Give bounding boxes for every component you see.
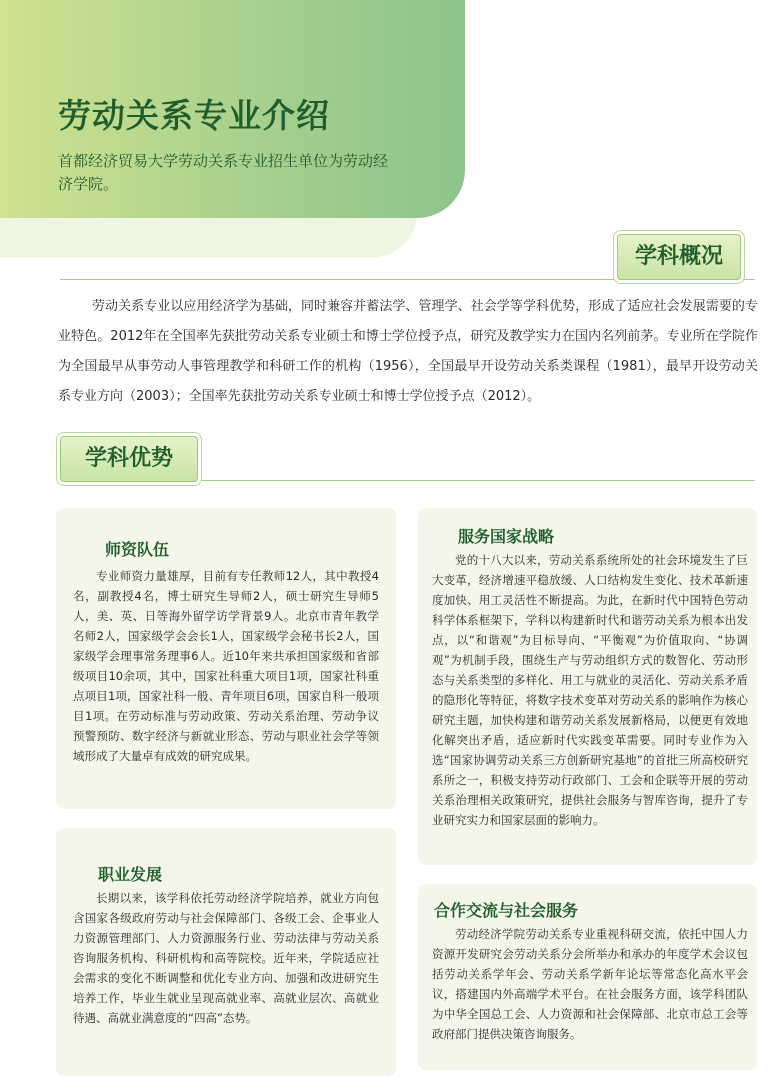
card-title: 服务国家战略	[458, 527, 555, 546]
page-title: 劳动关系专业介绍	[58, 96, 330, 135]
card-title: 职业发展	[98, 865, 163, 884]
card-text: 专业师资力量雄厚，目前有专任教师12人，其中教授4名，副教授4名，博士研究生导师2人，硕士研究生导师5人，美、英、日等海外留学访学背景9人。北京市青年教学名师2人，国家级学会会长1人，国家级学会秘书长2人，国家级学会理事常务理事6人。近10年来共承担国家级和省部级项目10余项，其中，国家社科重大项目1项，国家社科重点项目1项，国家社科一般、青年项目6项，国家自科一般项目1项。在劳动标准与劳动政策、劳动关系治理、劳动争议预警预防、数字经济与新就业形态、劳动与职业社会学等领域形成了大量卓有成效的研究成果。	[73, 569, 379, 763]
card-career	[56, 828, 396, 1076]
section-badge-overview: 学科概况	[617, 234, 741, 280]
overview-text: 劳动关系专业以应用经济学为基础，同时兼容并蓄法学、管理学、社会学等学科优势，形成了适应社会发展需要的专业特色。2012年在全国率先获批劳动关系专业硕士和博士学位授予点，研究及教学实力在国内名列前茅。专业所在学院作为全国最早从事劳动人事管理教学和科研工作的机构（1956），全国最早开设劳动关系类课程（1981），最早开设劳动关系专业方向（2003）；全国率先获批劳动关系专业硕士和博士学位授予点（2012）。	[58, 299, 758, 404]
card-title: 师资队伍	[105, 540, 170, 559]
page-subtitle: 首都经济贸易大学劳动关系专业招生单位为劳动经济学院。	[58, 152, 389, 193]
card-text: 党的十八大以来，劳动关系系统所处的社会环境发生了巨大变革，经济增速平稳放缓、人口结构发生变化、技术革新速度加快、用工灵活性不断提高。为此，在新时代中国特色劳动科学体系框架下，学科以构建新时代和谐劳动关系为根本出发点，以“和谐观”为目标导向、“平衡观”为价值取向、“协调观”为机制手段，围绕生产与劳动组织方式的数智化、劳动形态与关系类型的多样化、用工与就业的灵活化、劳动关系矛盾的隐形化等特征，将数字技术变革对劳动关系的影响作为核心研究主题，加快构建和谐劳动关系发展新格局，以便更有效地化解突出矛盾，适应新时代实践变革需要。同时专业作为入选“国家协调劳动关系三方创新研究基地”的首批三所高校研究系所之一，积极支持劳动行政部门、工会和企联等开展的劳动关系治理相关政策研究，提供社会服务与智库咨询，提升了专业研究实力和国家层面的影响力。	[432, 553, 748, 827]
section-badge-advantages: 学科优势	[60, 436, 198, 482]
card-exchange-service	[418, 884, 757, 1070]
card-faculty	[56, 508, 396, 809]
card-text: 劳动经济学院劳动关系专业重视科研交流，依托中国人力资源开发研究会劳动关系分会所举办和承办的年度学术会议包括劳动关系学年会、劳动关系学新年论坛等常态化高水平会议，搭建国内外高端学术平台。在社会服务方面，该学科团队为中华全国总工会、人力资源和社会保障部、北京市总工会等政府部门提供决策咨询服务。	[432, 927, 748, 1041]
card-national-strategy	[418, 508, 757, 865]
card-text: 长期以来，该学科依托劳动经济学院培养，就业方向包含国家各级政府劳动与社会保障部门、各级工会、企事业人力资源管理部门、人力资源服务行业、劳动法律与劳动关系咨询服务机构、科研机构和高等院校。近年来，学院适应社会需求的变化不断调整和优化专业方向、加强和改进研究生培养工作，毕业生就业呈现高就业率、高就业层次、高就业待遇、高就业满意度的“四高”态势。	[73, 891, 379, 1025]
card-title: 合作交流与社会服务	[434, 901, 579, 920]
